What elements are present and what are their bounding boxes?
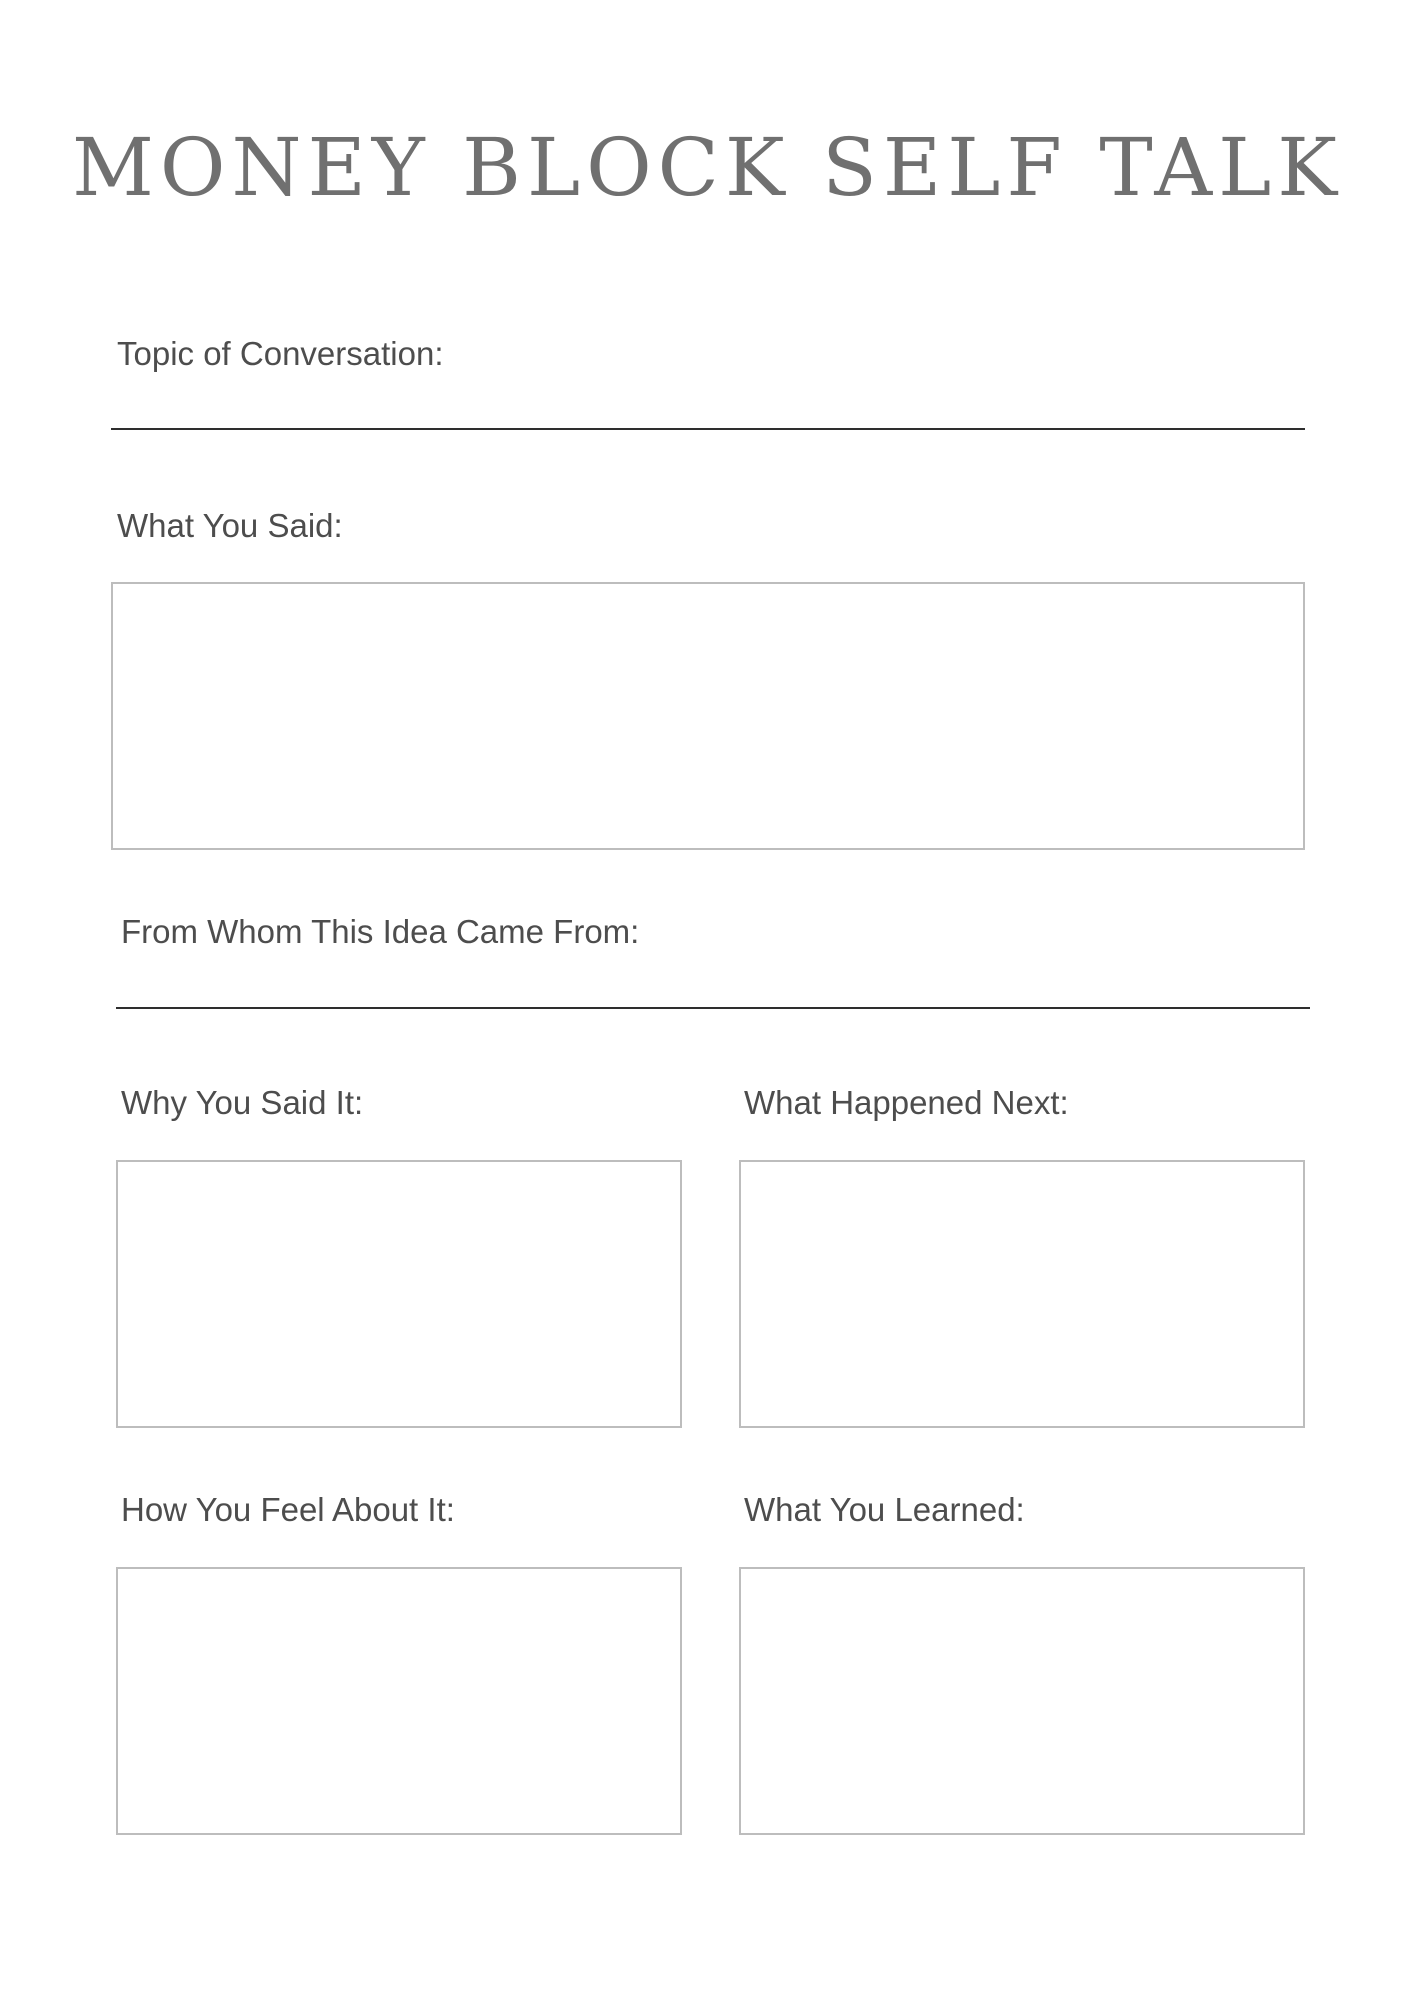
topic-input-line[interactable]	[111, 428, 1305, 430]
what-happened-next-label: What Happened Next:	[744, 1084, 1069, 1121]
what-you-said-label: What You Said:	[117, 507, 343, 544]
what-you-learned-box[interactable]	[739, 1567, 1305, 1835]
why-you-said-it-box[interactable]	[116, 1160, 682, 1428]
why-you-said-it-label: Why You Said It:	[121, 1084, 364, 1121]
topic-label: Topic of Conversation:	[117, 335, 444, 372]
page-title: MONEY BLOCK SELF TALK	[72, 121, 1343, 214]
how-you-feel-box[interactable]	[116, 1567, 682, 1835]
what-you-said-box[interactable]	[111, 582, 1305, 850]
how-you-feel-label: How You Feel About It:	[121, 1491, 455, 1528]
what-happened-next-box[interactable]	[739, 1160, 1305, 1428]
from-whom-label: From Whom This Idea Came From:	[121, 913, 640, 950]
what-you-learned-label: What You Learned:	[744, 1491, 1025, 1528]
from-whom-input-line[interactable]	[116, 1007, 1310, 1009]
